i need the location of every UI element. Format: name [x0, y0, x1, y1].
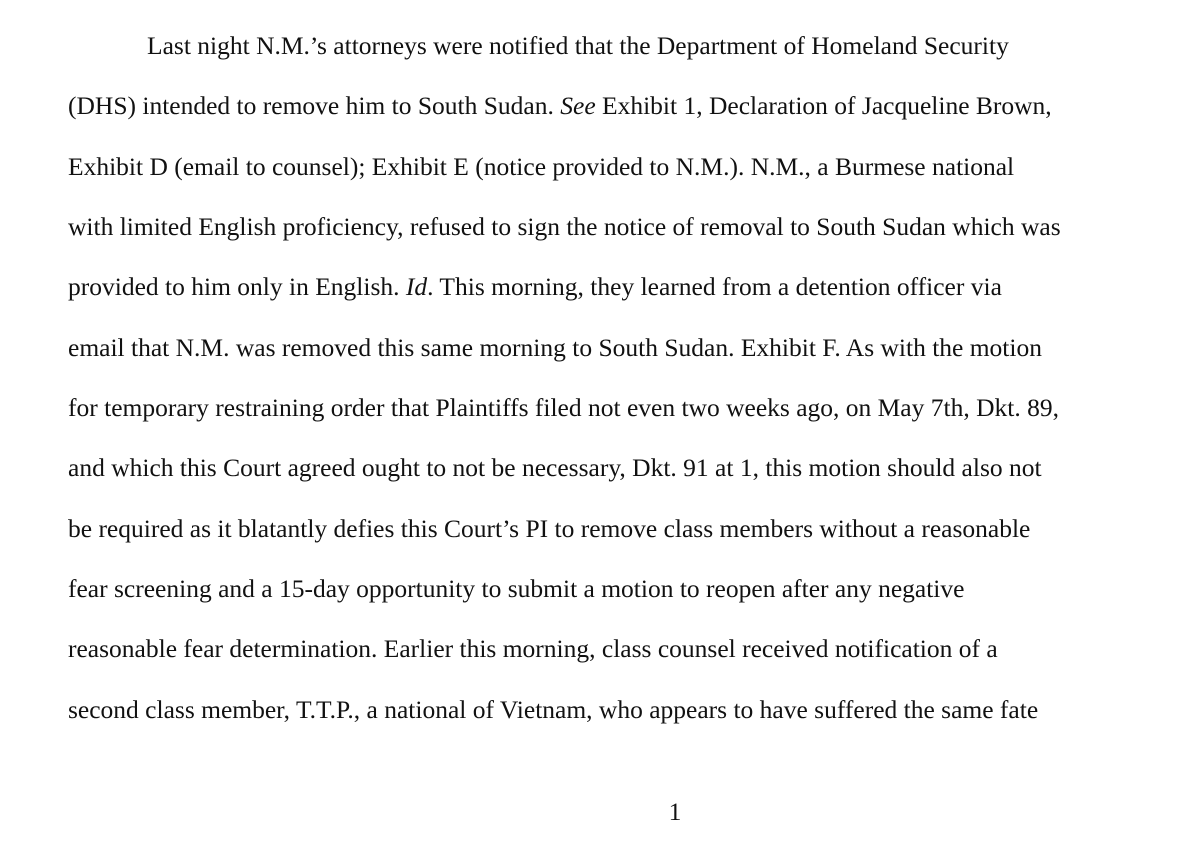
page-number: 1 — [668, 797, 682, 826]
text-segment: Exhibit 1, Declaration of Jacqueline Brown, — [595, 91, 1052, 120]
italic-signal-see: See — [560, 91, 596, 120]
text-segment: (DHS) intended to remove him to South Sudan. — [68, 91, 561, 120]
paragraph-line: second class member, T.T.P., a national of Vietnam, who appears to have suffered the same fate — [68, 695, 1039, 724]
italic-signal-id: Id — [405, 272, 428, 301]
paragraph-line — [68, 91, 1052, 121]
paragraph-line: fear screening and a 15-day opportunity to submit a motion to reopen after any negative — [68, 574, 965, 603]
text-segment: provided to him only in English. — [68, 272, 406, 301]
paragraph-line: reasonable fear determination. Earlier this morning, class counsel received notification of a — [68, 634, 998, 663]
paragraph-line: be required as it blatantly defies this Court’s PI to remove class members without a reasonable — [68, 514, 1031, 543]
text-segment: . This morning, they learned from a detention officer via — [427, 272, 1002, 301]
paragraph-line — [68, 272, 1002, 302]
paragraph-line: Last night N.M.’s attorneys were notified that the Department of Homeland Security — [147, 31, 1009, 60]
paragraph-line: for temporary restraining order that Plaintiffs filed not even two weeks ago, on May 7th, Dkt. 89, — [68, 393, 1059, 422]
paragraph-line: with limited English proficiency, refused to sign the notice of removal to South Sudan which was — [68, 212, 1061, 241]
paragraph-line: and which this Court agreed ought to not be necessary, Dkt. 91 at 1, this motion should also not — [68, 453, 1042, 482]
paragraph-line: email that N.M. was removed this same morning to South Sudan. Exhibit F. As with the motion — [68, 333, 1042, 362]
paragraph-line: Exhibit D (email to counsel); Exhibit E (notice provided to N.M.). N.M., a Burmese national — [68, 152, 1015, 181]
